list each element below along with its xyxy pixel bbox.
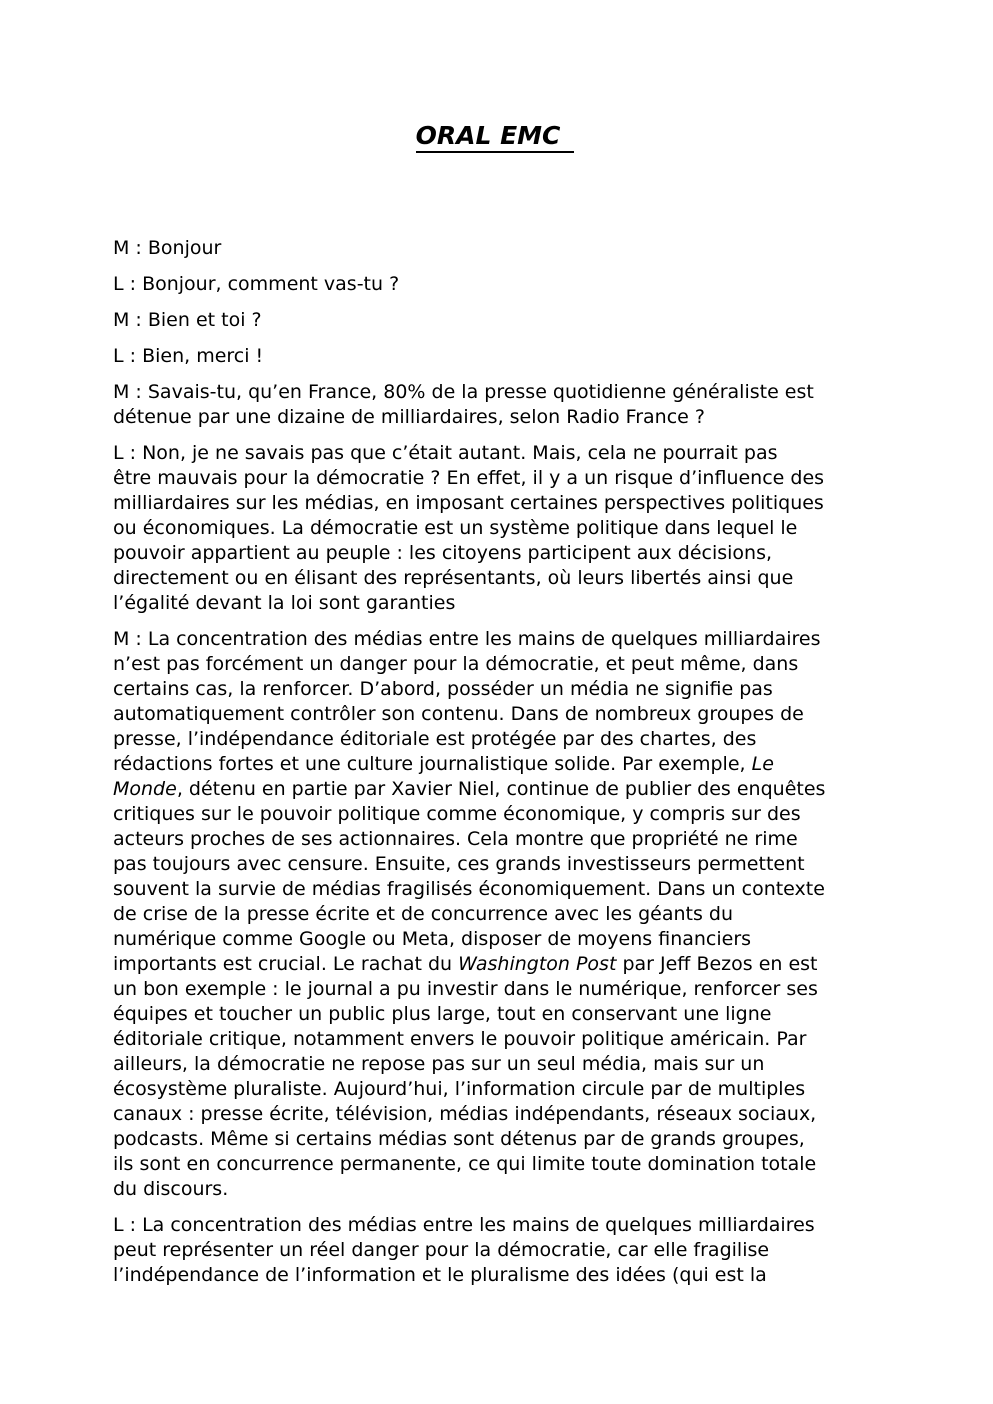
italic-text-run: Monde: [113, 778, 177, 800]
paragraph: [113, 1213, 877, 1288]
text-run: souvent la survie de médias fragilisés économiquement. Dans un contexte: [113, 878, 825, 900]
text-run: M : La concentration des médias entre les mains de quelques milliardaires: [113, 628, 821, 650]
text-run: peut représenter un réel danger pour la démocratie, car elle fragilise: [113, 1239, 770, 1261]
text-line: [113, 516, 877, 541]
text-line: [113, 1127, 877, 1152]
text-run: ailleurs, la démocratie ne repose pas sur un seul média, mais sur un: [113, 1053, 765, 1075]
text-line: [113, 566, 877, 591]
text-line: [113, 236, 877, 261]
text-line: [113, 405, 877, 430]
text-line: [113, 877, 877, 902]
text-run: l’indépendance de l’information et le pluralisme des idées (qui est la: [113, 1264, 767, 1286]
text-run: ou économiques. La démocratie est un système politique dans lequel le: [113, 517, 798, 539]
text-line: [113, 1077, 877, 1102]
text-line: [113, 1238, 877, 1263]
page-title-text: ORAL EMC: [416, 121, 575, 153]
italic-text-run: Le: [751, 753, 774, 775]
text-line: [113, 1027, 877, 1052]
text-line: [113, 902, 877, 927]
text-run: importants est crucial. Le rachat du: [113, 953, 459, 975]
text-run: M : Bonjour: [113, 237, 222, 259]
text-run: canaux : presse écrite, télévision, médias indépendants, réseaux sociaux,: [113, 1103, 817, 1125]
text-run: équipes et toucher un public plus large, tout en conservant une ligne: [113, 1003, 772, 1025]
text-run: acteurs proches de ses actionnaires. Cela montre que propriété ne rime: [113, 828, 798, 850]
text-run: L : La concentration des médias entre les mains de quelques milliardaires: [113, 1214, 815, 1236]
text-line: [113, 952, 877, 977]
paragraph: [113, 272, 877, 297]
text-line: [113, 344, 877, 369]
text-run: l’égalité devant la loi sont garanties: [113, 592, 456, 614]
text-line: [113, 380, 877, 405]
text-run: pouvoir appartient au peuple : les citoyens participent aux décisions,: [113, 542, 773, 564]
text-run: être mauvais pour la démocratie ? En effet, il y a un risque d’influence des: [113, 467, 825, 489]
text-run: par Jeff Bezos en est: [616, 953, 818, 975]
text-run: presse, l’indépendance éditoriale est protégée par des chartes, des: [113, 728, 757, 750]
text-run: podcasts. Même si certains médias sont détenus par de grands groupes,: [113, 1128, 805, 1150]
text-run: un bon exemple : le journal a pu investir dans le numérique, renforcer ses: [113, 978, 818, 1000]
text-run: M : Savais-tu, qu’en France, 80% de la presse quotidienne généraliste est: [113, 381, 814, 403]
text-line: [113, 702, 877, 727]
paragraph: [113, 308, 877, 333]
text-run: directement ou en élisant des représentants, où leurs libertés ainsi que: [113, 567, 794, 589]
text-line: [113, 1052, 877, 1077]
text-line: [113, 1152, 877, 1177]
paragraph: [113, 380, 877, 430]
text-line: [113, 1177, 877, 1202]
text-run: numérique comme Google ou Meta, disposer de moyens financiers: [113, 928, 752, 950]
text-line: [113, 1102, 877, 1127]
text-run: de crise de la presse écrite et de concurrence avec les géants du: [113, 903, 734, 925]
text-run: automatiquement contrôler son contenu. Dans de nombreux groupes de: [113, 703, 804, 725]
text-line: [113, 777, 877, 802]
text-line: [113, 1213, 877, 1238]
text-run: n’est pas forcément un danger pour la démocratie, et peut même, dans: [113, 653, 799, 675]
text-line: [113, 802, 877, 827]
paragraph: [113, 236, 877, 261]
text-line: [113, 272, 877, 297]
italic-text-run: Washington Post: [458, 953, 617, 975]
text-line: [113, 441, 877, 466]
text-run: du discours.: [113, 1178, 229, 1200]
text-line: [113, 627, 877, 652]
paragraph: [113, 441, 877, 616]
text-run: ils sont en concurrence permanente, ce qui limite toute domination totale: [113, 1153, 817, 1175]
text-run: L : Bonjour, comment vas-tu ?: [113, 273, 400, 295]
text-run: écosystème pluraliste. Aujourd’hui, l’information circule par de multiples: [113, 1078, 806, 1100]
text-run: M : Bien et toi ?: [113, 309, 262, 331]
text-line: [113, 308, 877, 333]
text-line: [113, 1263, 877, 1288]
text-line: [113, 677, 877, 702]
text-run: détenue par une dizaine de milliardaires, selon Radio France ?: [113, 406, 705, 428]
text-line: [113, 752, 877, 777]
text-line: [113, 827, 877, 852]
text-line: [113, 491, 877, 516]
text-line: [113, 977, 877, 1002]
paragraph: [113, 344, 877, 369]
text-line: [113, 541, 877, 566]
text-run: éditoriale critique, notamment envers le pouvoir politique américain. Par: [113, 1028, 807, 1050]
text-line: [113, 591, 877, 616]
text-line: [113, 466, 877, 491]
document-body: [113, 236, 877, 1288]
text-run: L : Non, je ne savais pas que c’était autant. Mais, cela ne pourrait pas: [113, 442, 778, 464]
text-run: , détenu en partie par Xavier Niel, continue de publier des enquêtes: [176, 778, 826, 800]
page-title: [113, 119, 877, 152]
text-line: [113, 1002, 877, 1027]
text-run: L : Bien, merci !: [113, 345, 264, 367]
paragraph: [113, 627, 877, 1202]
text-line: [113, 927, 877, 952]
text-run: pas toujours avec censure. Ensuite, ces grands investisseurs permettent: [113, 853, 805, 875]
text-line: [113, 652, 877, 677]
text-line: [113, 727, 877, 752]
text-run: rédactions fortes et une culture journalistique solide. Par exemple,: [113, 753, 752, 775]
text-line: [113, 852, 877, 877]
text-run: critiques sur le pouvoir politique comme économique, y compris sur des: [113, 803, 801, 825]
text-run: milliardaires sur les médias, en imposant certaines perspectives politiques: [113, 492, 824, 514]
text-run: certains cas, la renforcer. D’abord, posséder un média ne signifie pas: [113, 678, 773, 700]
